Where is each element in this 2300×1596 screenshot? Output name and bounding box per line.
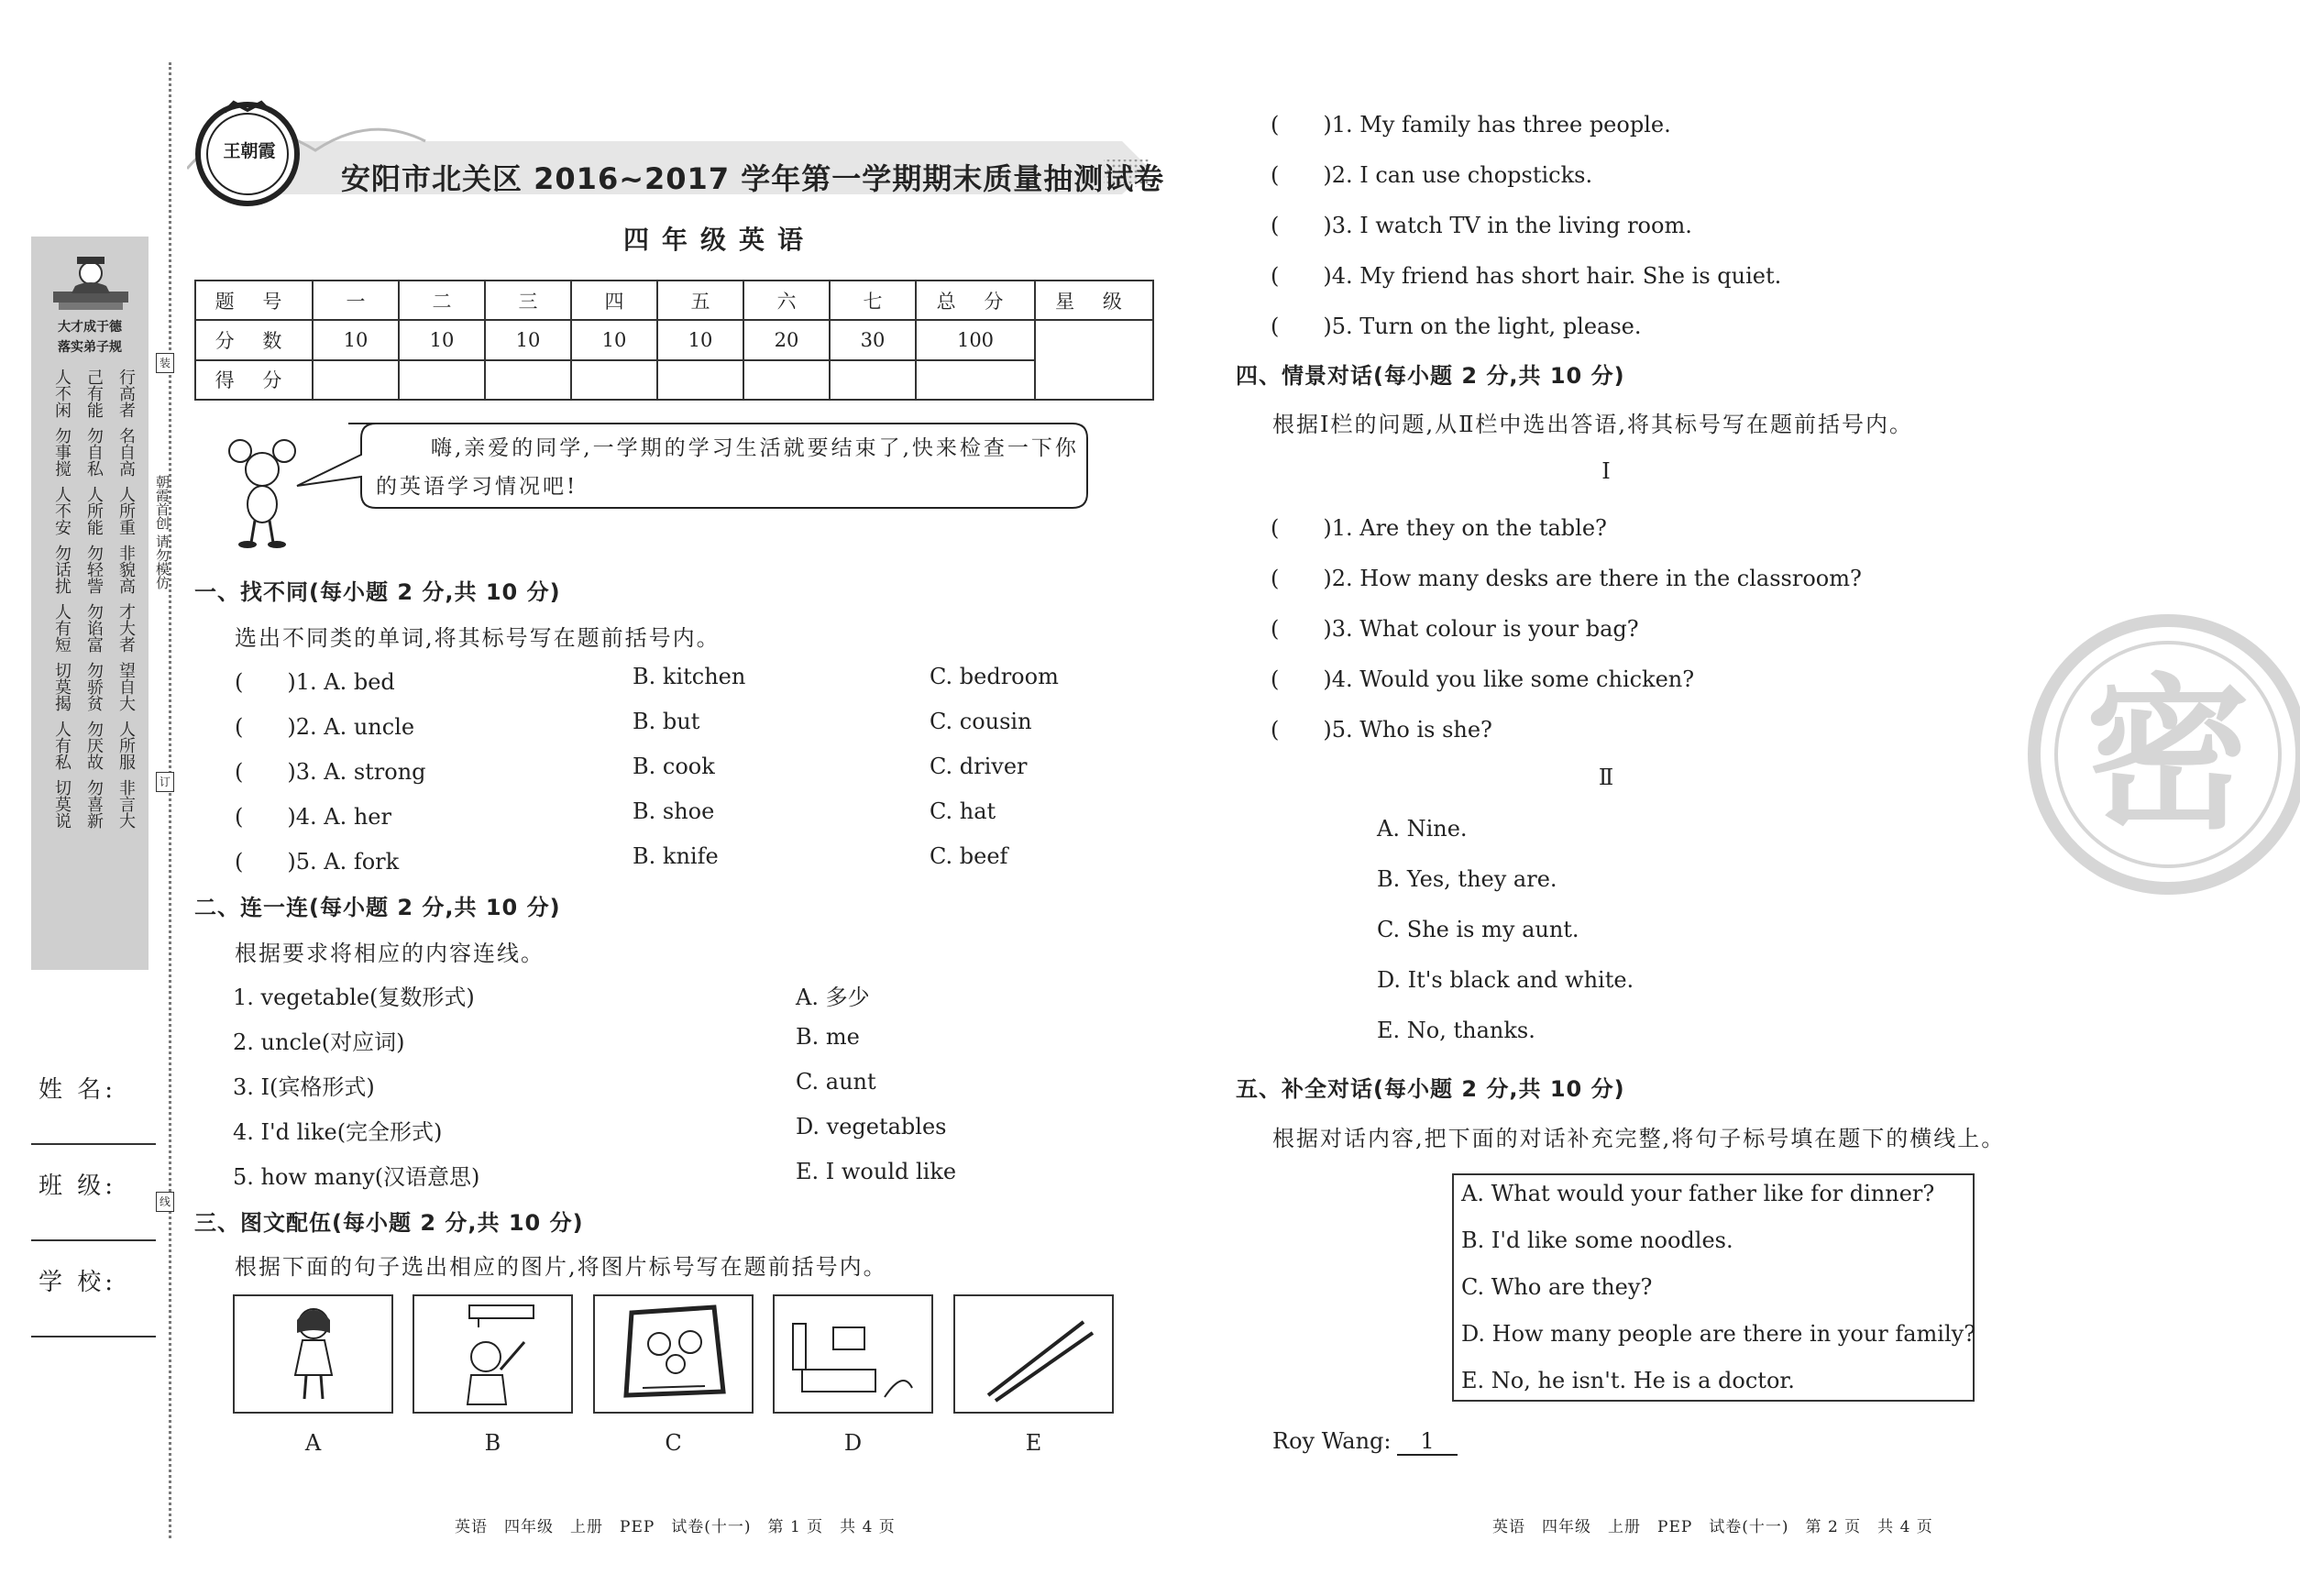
list-item: ( )2. How many desks are there in the classroom?: [1271, 566, 1862, 591]
living-room-icon: [775, 1296, 931, 1412]
section3-instruction: 根据下面的句子选出相应的图片,将图片标号写在题前括号内。: [235, 1254, 887, 1280]
section1-heading: 一、找不同(每小题 2 分,共 10 分): [194, 579, 561, 605]
page1-footer: 英语 四年级 上册 PEP 试卷(十一) 第 1 页 共 4 页: [455, 1518, 896, 1536]
school-label: 学 校:: [39, 1269, 117, 1296]
table-cell: 10: [657, 320, 743, 359]
question-text: ( )3. A. strong: [235, 759, 426, 785]
question-text: ( )2. A. uncle: [235, 714, 415, 740]
list-item: A. Nine.: [1377, 816, 1468, 842]
section1-list: [235, 664, 1115, 888]
vertical-note: 朝霞首创 请勿模仿: [154, 475, 171, 589]
motto-block: [48, 779, 136, 829]
exam-title: 安阳市北关区 2016~2017 学年第一学期期末质量抽测试卷: [341, 161, 1165, 196]
girl-icon: [235, 1296, 391, 1412]
table-cell: 七: [830, 281, 916, 320]
table-cell: 分 数: [195, 320, 313, 359]
match-left-item[interactable]: 1. vegetable(复数形式): [233, 985, 475, 1010]
section3-heading: 三、图文配伍(每小题 2 分,共 10 分): [194, 1210, 584, 1236]
logo-text: 王朝霞: [223, 141, 276, 161]
table-cell: 题 号: [195, 281, 313, 320]
chopsticks-icon: [955, 1296, 1112, 1412]
motto-column: 非言大: [116, 779, 136, 829]
option-item: D. How many people are there in your family?: [1461, 1321, 1976, 1347]
match-right-item[interactable]: A. 多少: [796, 985, 870, 1010]
list-item: ( )5. Who is she?: [1271, 717, 1492, 743]
table-cell: 10: [313, 320, 399, 359]
match-right-item[interactable]: D. vegetables: [796, 1114, 947, 1139]
match-right-column: [796, 979, 956, 1204]
seal-mark-2: 订: [156, 772, 174, 792]
motto-column: 望自大: [116, 662, 136, 711]
section4-questions: [1271, 510, 1862, 762]
match-right-item[interactable]: E. I would like: [796, 1159, 957, 1184]
table-cell: 10: [485, 320, 571, 359]
motto-block: [48, 721, 136, 770]
score-table-scored-row: [195, 360, 1153, 400]
match-left-item[interactable]: 3. I(宾格形式): [233, 1074, 375, 1100]
school-line[interactable]: [31, 1336, 156, 1337]
name-line[interactable]: [31, 1143, 156, 1145]
table-cell: 总 分: [916, 281, 1035, 320]
motto-block: [48, 603, 136, 653]
picture-label: E: [1025, 1430, 1042, 1456]
option-c: C. hat: [930, 798, 996, 824]
option-b: B. shoe: [633, 798, 715, 824]
picture-c-family: [593, 1294, 754, 1414]
picture-label: A: [304, 1430, 322, 1456]
picture-label: B: [484, 1430, 501, 1456]
name-label: 姓 名:: [39, 1076, 117, 1104]
option-b: B. cook: [633, 754, 715, 779]
score-entry-cell[interactable]: [313, 360, 399, 400]
match-right-item[interactable]: C. aunt: [796, 1069, 876, 1095]
score-entry-cell[interactable]: [657, 360, 743, 400]
motto-column: 勿轻訾: [84, 545, 104, 594]
class-line[interactable]: [31, 1239, 156, 1241]
motto-column: 勿事搅: [52, 427, 72, 477]
score-entry-cell[interactable]: [485, 360, 571, 400]
picture-label: D: [843, 1430, 863, 1456]
table-cell: 四: [571, 281, 657, 320]
motto-column: 行高者: [116, 369, 136, 418]
motto-column: 勿喜新: [84, 779, 104, 829]
list-item: [235, 843, 1115, 888]
option-b: B. kitchen: [633, 664, 746, 689]
motto-grid: [48, 369, 136, 838]
table-cell: 10: [399, 320, 485, 359]
scholar-figure-icon: [50, 246, 132, 317]
table-cell: 得 分: [195, 360, 313, 400]
picture-label: C: [665, 1430, 682, 1456]
section4-instruction: 根据Ⅰ栏的问题,从Ⅱ栏中选出答语,将其标号写在题前括号内。: [1272, 412, 1914, 437]
score-table-points-row: [195, 320, 1153, 359]
motto-column: 人有私: [52, 721, 72, 770]
picture-b-light: [413, 1294, 573, 1414]
motto-column: 己有能: [84, 369, 104, 418]
motto-block: [48, 427, 136, 477]
motto-block: [48, 662, 136, 711]
watermark-glyph: 密: [2085, 660, 2251, 852]
family-photo-icon: [595, 1296, 752, 1412]
option-c: C. driver: [930, 754, 1028, 779]
seal-mark-1: 装: [156, 353, 174, 373]
bubble-text: 嗨,亲爱的同学,一学期的学习生活就要结束了,快来检查一下你的英语学习情况吧!: [376, 436, 1079, 499]
option-item: E. No, he isn't. He is a doctor.: [1461, 1368, 1795, 1393]
motto-column: 名自高: [116, 427, 136, 477]
section2-heading: 二、连一连(每小题 2 分,共 10 分): [194, 895, 561, 920]
table-cell: 100: [916, 320, 1035, 359]
table-cell: 20: [743, 320, 830, 359]
motto-column: 勿话扰: [52, 545, 72, 594]
option-item: A. What would your father like for dinner?: [1461, 1181, 1935, 1206]
motto-column: 才大者: [116, 603, 136, 653]
option-c: C. cousin: [930, 709, 1032, 734]
score-entry-cell[interactable]: [571, 360, 657, 400]
motto-column: 人所能: [84, 486, 104, 535]
column-2-title: Ⅱ: [1598, 765, 1614, 790]
list-item: ( )4. Would you like some chicken?: [1271, 666, 1695, 692]
option-c: C. bedroom: [930, 664, 1059, 689]
score-entry-cell[interactable]: [743, 360, 830, 400]
section5-instruction: 根据对话内容,把下面的对话补充完整,将句子标号填在题下的横线上。: [1272, 1126, 2006, 1151]
match-left-item[interactable]: 2. uncle(对应词): [233, 1029, 405, 1055]
light-switch-icon: [414, 1296, 571, 1412]
section5-heading: 五、补全对话(每小题 2 分,共 10 分): [1236, 1076, 1625, 1102]
motto-block: [48, 369, 136, 418]
match-left-column: [233, 979, 479, 1204]
table-cell: 三: [485, 281, 571, 320]
binding-dash-line: [169, 62, 171, 1538]
page2-footer: 英语 四年级 上册 PEP 试卷(十一) 第 2 页 共 4 页: [1492, 1518, 1933, 1536]
motto-column: 非貌高: [116, 545, 136, 594]
section3-sentences: [1271, 106, 1781, 358]
section4-answers: [1377, 816, 1634, 1068]
table-cell: 星 级: [1035, 281, 1153, 320]
list-item: ( )3. What colour is your bag?: [1271, 616, 1639, 642]
dialogue-blank-1[interactable]: 1: [1397, 1428, 1458, 1456]
motto-column: 勿厌故: [84, 721, 104, 770]
question-text: ( )5. A. fork: [235, 849, 400, 875]
score-entry-cell[interactable]: [916, 360, 1035, 400]
class-label: 班 级:: [39, 1172, 117, 1200]
score-entry-cell[interactable]: [830, 360, 916, 400]
match-left-item[interactable]: 5. how many(汉语意思): [233, 1164, 480, 1190]
list-item: D. It's black and white.: [1377, 967, 1634, 993]
match-right-item[interactable]: B. me: [796, 1024, 860, 1050]
table-cell: 30: [830, 320, 916, 359]
picture-d-living-room: [773, 1294, 933, 1414]
motto-block: [48, 545, 136, 594]
picture-e-chopsticks: [953, 1294, 1114, 1414]
list-item: [235, 664, 1115, 709]
list-item: ( )4. My friend has short hair. She is quiet.: [1271, 263, 1782, 289]
table-cell: 一: [313, 281, 399, 320]
motto-column: 切莫揭: [52, 662, 72, 711]
table-cell: 10: [571, 320, 657, 359]
section4-heading: 四、情景对话(每小题 2 分,共 10 分): [1236, 363, 1625, 389]
question-text: ( )4. A. her: [235, 804, 391, 830]
picture-a-girl: [233, 1294, 393, 1414]
list-item: ( )1. Are they on the table?: [1271, 515, 1607, 541]
motto-column: 人不闲: [52, 369, 72, 418]
motto-column: 人所重: [116, 486, 136, 535]
motto-column: 人不安: [52, 486, 72, 535]
match-left-item[interactable]: 4. I'd like(完全形式): [233, 1119, 443, 1145]
mouse-mascot-icon: [227, 438, 301, 548]
subject-title: 四年级英语: [623, 225, 817, 255]
section2-instruction: 根据要求将相应的内容连线。: [235, 941, 545, 966]
seal-mark-3: 线: [156, 1192, 174, 1212]
motto-block: [48, 486, 136, 535]
table-cell: 二: [399, 281, 485, 320]
option-c: C. beef: [930, 843, 1008, 869]
confidential-seal-watermark: [2026, 612, 2300, 897]
answer-options-box: [1452, 1173, 1975, 1402]
table-cell: 六: [743, 281, 830, 320]
list-item: [235, 754, 1115, 798]
question-text: ( )1. A. bed: [235, 669, 395, 695]
score-entry-cell[interactable]: [399, 360, 485, 400]
section1-instruction: 选出不同类的单词,将其标号写在题前括号内。: [235, 625, 721, 651]
list-item: C. She is my aunt.: [1377, 917, 1579, 942]
list-item: E. No, thanks.: [1377, 1018, 1535, 1043]
option-b: B. knife: [633, 843, 719, 869]
star-rating-cell[interactable]: [1035, 320, 1153, 400]
list-item: [235, 798, 1115, 843]
option-item: B. I'd like some noodles.: [1461, 1227, 1733, 1253]
score-table-header-row: [195, 281, 1153, 320]
motto-column: 勿谄富: [84, 603, 104, 653]
dialogue-speaker: Roy Wang:: [1272, 1428, 1392, 1454]
motto-column: 切莫说: [52, 779, 72, 829]
list-item: B. Yes, they are.: [1377, 866, 1557, 892]
option-item: C. Who are they?: [1461, 1274, 1653, 1300]
column-1-title: Ⅰ: [1601, 458, 1611, 484]
list-item: ( )1. My family has three people.: [1271, 112, 1671, 138]
motto-column: 人所服: [116, 721, 136, 770]
list-item: ( )2. I can use chopsticks.: [1271, 162, 1593, 188]
list-item: ( )5. Turn on the light, please.: [1271, 314, 1642, 339]
motto-column: 勿骄贫: [84, 662, 104, 711]
motto-column: 人有短: [52, 603, 72, 653]
motto-title: 大才成于德 落实弟子规: [58, 320, 122, 355]
table-cell: 五: [657, 281, 743, 320]
option-b: B. but: [633, 709, 700, 734]
list-item: ( )3. I watch TV in the living room.: [1271, 213, 1692, 238]
motto-column: 勿自私: [84, 427, 104, 477]
score-table: [194, 280, 1154, 401]
list-item: [235, 709, 1115, 754]
